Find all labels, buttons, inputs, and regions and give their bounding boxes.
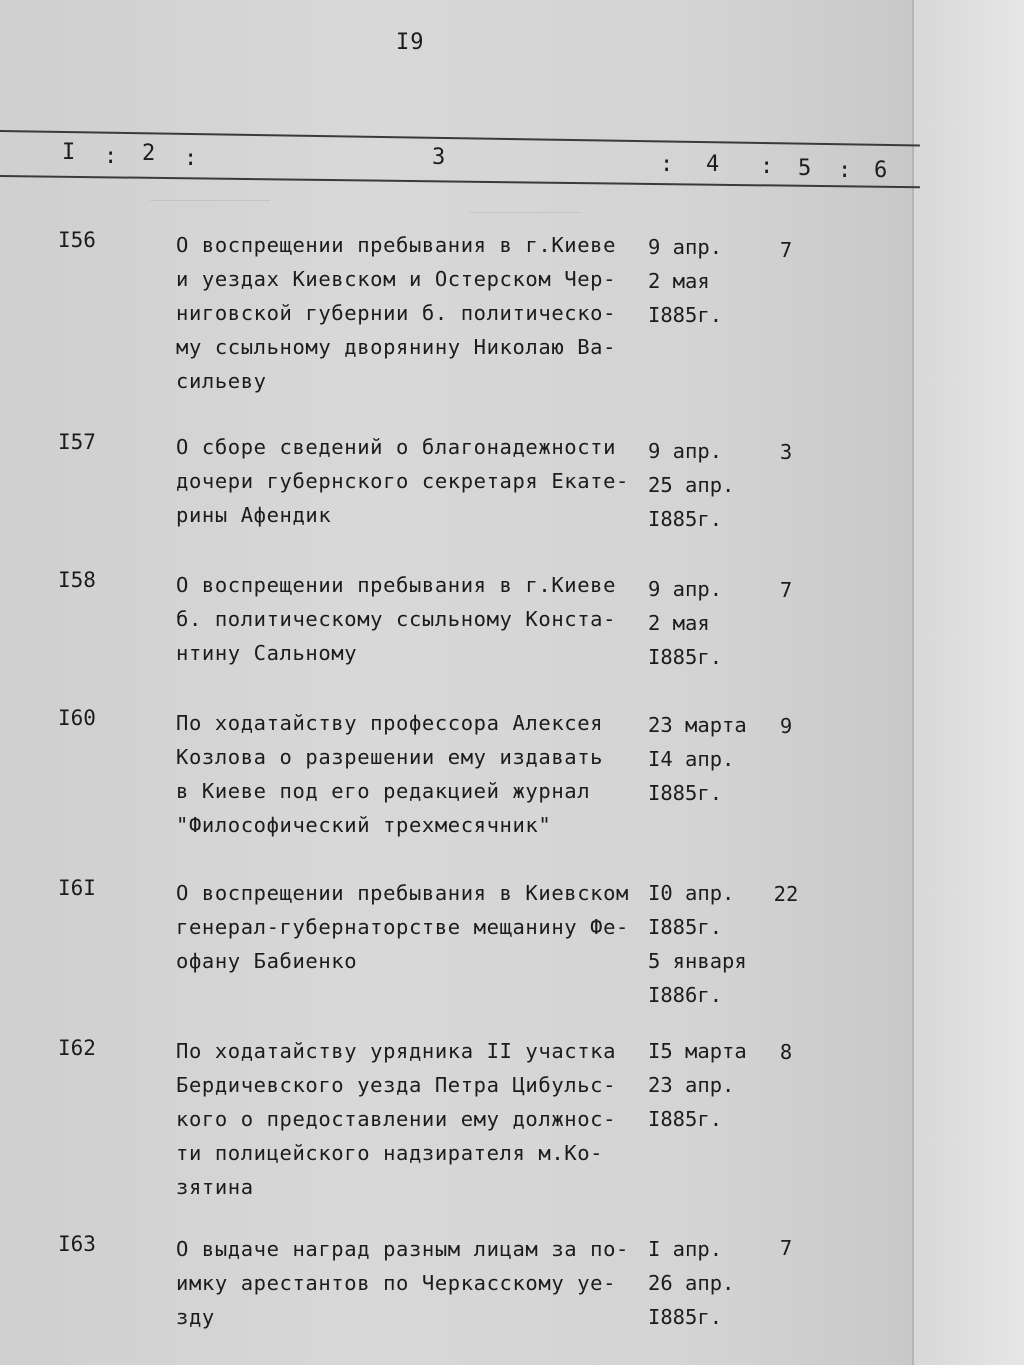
page-number: I9 [396,30,425,55]
entry-sheet-count: 7 [779,1236,793,1260]
entry-sheet-count: 3 [779,440,793,464]
header-top-rule [0,130,920,146]
entry-number: I63 [58,1232,96,1256]
entry-dates: 9 апр. 2 мая I885г. [648,235,723,327]
underlying-page-edge [912,0,1024,1365]
header-bottom-rule [0,175,920,188]
entry-sheet-count: 22 [773,882,799,906]
entry-title: По ходатайству урядника II участка Бердичевского уезда Петра Цибульс- кого о предоставлении ему должнос- ти полицейского надзирателя м.Ко- зятина [176,1039,617,1199]
entry-dates: 23 марта I4 апр. I885г. [648,713,747,805]
bleed-through-line [150,200,270,201]
entry-title: О воспрещении пребывания в г.Киеве и уездах Киевском и Остерском Чер- ниговской губернии б. политическо- му ссыльному дворянину Николаю Ва- сильеву [176,233,617,393]
column-separator: : [760,154,774,179]
column-header-1: I [62,140,76,165]
column-header-4: 4 [706,152,720,177]
entry-number: I56 [58,228,96,252]
column-separator: : [184,146,198,171]
column-separator: : [838,158,852,183]
column-header-6: 6 [874,158,888,183]
entry-sheet-count: 7 [779,238,793,262]
entry-number: I62 [58,1036,96,1060]
column-header-2: 2 [142,141,156,166]
entry-sheet-count: 7 [779,578,793,602]
bleed-through-line [470,212,580,213]
entry-number: I60 [58,706,96,730]
entry-number: I6I [58,876,96,900]
entry-title: О сборе сведений о благонадежности дочери губернского секретаря Екате- рины Афендик [176,435,629,527]
entry-dates: I5 марта 23 апр. I885г. [648,1039,747,1131]
column-separator: : [660,152,674,177]
entry-dates: 9 апр. 2 мая I885г. [648,577,723,669]
column-header-5: 5 [798,156,812,181]
entry-sheet-count: 8 [779,1040,793,1064]
entry-dates: I апр. 26 апр. I885г. [648,1237,735,1329]
entry-number: I57 [58,430,96,454]
entry-number: I58 [58,568,96,592]
entry-dates: 9 апр. 25 апр. I885г. [648,439,735,531]
entry-title: О выдаче наград разным лицам за по- имку арестантов по Черкасскому уе- зду [176,1237,629,1329]
entry-title: О воспрещении пребывания в г.Киеве б. политическому ссыльному Конста- нтину Сальному [176,573,617,665]
column-header-3: 3 [432,145,446,170]
entry-sheet-count: 9 [779,714,793,738]
column-separator: : [104,144,118,169]
entry-dates: I0 апр. I885г. 5 января I886г. [648,881,747,1007]
entry-title: О воспрещении пребывания в Киевском генерал-губернаторстве мещанину Фе- офану Бабиенко [176,881,629,973]
entry-title: По ходатайству профессора Алексея Козлова о разрешении ему издавать в Киеве под его редакцией журнал "Философический трехмесячник" [176,711,604,837]
